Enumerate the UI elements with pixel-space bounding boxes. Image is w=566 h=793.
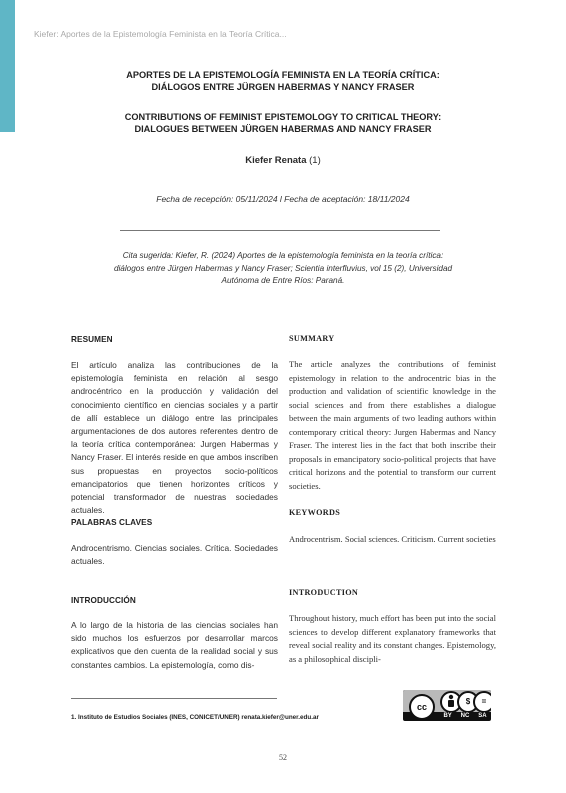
title-spanish-line-1: APORTES DE LA EPISTEMOLOGÍA FEMINISTA EN LA TEORÍA CRÍTICA: — [126, 70, 440, 80]
cc-labels — [439, 712, 491, 721]
running-header: Kiefer: Aportes de la Epistemología Feminista en la Teoría Crítica... — [34, 29, 287, 39]
title-english-line-2: DIALOGUES BETWEEN JÜRGEN HABERMAS AND NANCY FRASER — [134, 124, 432, 134]
submission-dates: Fecha de recepción: 05/11/2024 l Fecha de aceptación: 18/11/2024 — [156, 194, 410, 204]
sa-icon: = — [473, 691, 491, 713]
summary-text: The article analyzes the contributions of feminist epistemology in relation to the androcentric bias in the production and validation of scientific knowledge in the social sciences and from there establishes a dialogue between the main arguments of two leading authors within contemporary critical theory: Jurgen Habermas and Nancy Fraser. The interest lies in the fact that both inscribe their proposals in emancipatory socio-political projects that have critical horizons and the potential to transform our current societies. — [289, 359, 496, 491]
nc-icon: $ — [457, 691, 479, 713]
left-column — [71, 0, 278, 793]
keywords-text: Androcentrism. Social sciences. Criticism. Current societies — [289, 534, 496, 544]
cc-license-badge[interactable] — [403, 690, 491, 721]
introduccion-heading: INTRODUCCIÓN — [71, 596, 136, 605]
introduccion-text: A lo largo de la historia de las ciencias sociales han sido muchos los esfuerzos por desarrollar marcos explicativos que den cuenta de la realidad social y sus constantes cambios. La epistemología, como dis- — [71, 620, 278, 670]
cc-icon: cc — [409, 694, 435, 720]
accent-bar — [0, 0, 15, 132]
citation-line-3: Autónoma de Entre Ríos: Paraná. — [221, 276, 345, 285]
footnote-rule — [71, 698, 277, 699]
citation-line-1: Cita sugerida: Kiefer, R. (2024) Aportes de la epistemología feminista en la teoría crítica: — [122, 251, 444, 260]
palabras-claves-text: Androcentrismo. Ciencias sociales. Crítica. Sociedades actuales. — [71, 543, 278, 567]
label-by: BY — [443, 713, 452, 719]
right-column — [289, 0, 496, 793]
keywords-heading: KEYWORDS — [289, 508, 341, 517]
author-name: Kiefer Renata — [245, 155, 307, 166]
footnote: 1. Instituto de Estudios Sociales (INES, CONICET/UNER) renata.kiefer@uner.edu.ar — [71, 714, 319, 721]
label-nc: NC — [460, 713, 470, 719]
resumen-text: El artículo analiza las contribuciones de la epistemología feminista en relación al sesgo androcéntrico en la producción y validación del conocimiento científico en ciencias sociales y a partir de allí establece un diálogo entre las principales argumentaciones de dos autores referentes dentro de la teoría crítica contemporánea: Jurgen Habermas y Nancy Fraser. El interés reside en que ambos inscriben sus propuestas en proyectos socio-políticos emancipatorios que tienen horizontes críticos y potencial transformador de nuestras sociedades actuales. — [71, 360, 278, 516]
person-icon — [444, 694, 458, 710]
summary-heading: SUMMARY — [289, 334, 335, 343]
label-sa: SA — [478, 713, 487, 719]
title-english-line-1: CONTRIBUTIONS OF FEMINIST EPISTEMOLOGY TO CRITICAL THEORY: — [124, 112, 442, 122]
resumen-heading: RESUMEN — [71, 335, 113, 344]
author-affiliation-mark: (1) — [309, 155, 321, 166]
title-spanish-line-2: DIÁLOGOS ENTRE JÜRGEN HABERMAS Y NANCY FRASER — [151, 82, 415, 92]
citation-line-2: diálogos entre Jürgen Habermas y Nancy Fraser; Scientia interfluvius, vol 15 (2), Universidad — [113, 263, 453, 273]
palabras-claves-heading: PALABRAS CLAVES — [71, 518, 153, 527]
introduction-text: Throughout history, much effort has been put into the social sciences to develop different explanatory frameworks that reveal social reality and its constant changes. Epistemology, as a philosophical discipli- — [289, 613, 496, 664]
page-number: 52 — [279, 753, 287, 762]
introduction-heading: INTRODUCTION — [289, 588, 359, 597]
